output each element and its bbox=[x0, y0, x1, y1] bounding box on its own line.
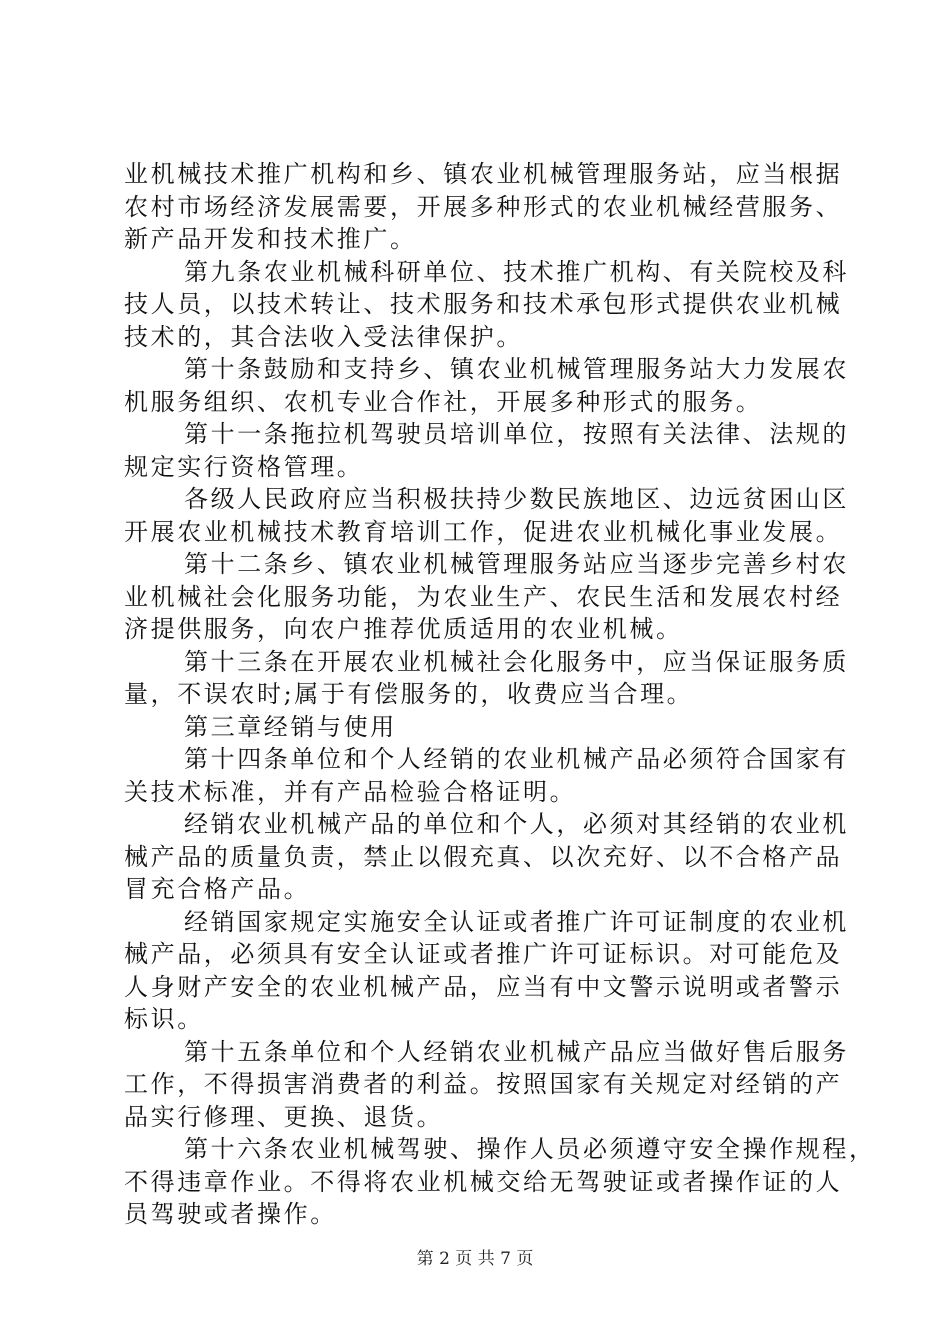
text-line: 关技术标准，并有产品检验合格证明。 bbox=[124, 777, 577, 806]
text-line: 新产品开发和技术推广。 bbox=[124, 225, 417, 253]
text-line: 第九条农业机械科研单位、技术推广机构、有关院校及科 bbox=[184, 257, 849, 286]
text-line: 冒充合格产品。 bbox=[124, 875, 311, 903]
text-line: 第十条鼓励和支持乡、镇农业机械管理服务站大力发展农 bbox=[184, 355, 849, 383]
text-line: 技术的，其合法收入受法律保护。 bbox=[124, 322, 523, 351]
text-line: 人身财产安全的农业机械产品，应当有中文警示说明或者警示 bbox=[124, 972, 843, 1001]
text-line: 经销农业机械产品的单位和个人，必须对其经销的农业机 bbox=[184, 810, 849, 838]
text-line: 开展农业机械技术教育培训工作，促进农业机械化事业发展。 bbox=[124, 517, 843, 546]
document-body bbox=[124, 158, 876, 1231]
text-line: 第十二条乡、镇农业机械管理服务站应当逐步完善乡村农 bbox=[184, 550, 849, 578]
text-line: 第十三条在开展农业机械社会化服务中，应当保证服务质 bbox=[184, 647, 849, 676]
text-line: 第三章经销与使用 bbox=[184, 712, 397, 741]
text-line: 第十一条拖拉机驾驶员培训单位，按照有关法律、法规的 bbox=[184, 420, 849, 448]
text-line: 技人员，以技术转让、技术服务和技术承包形式提供农业机械 bbox=[124, 290, 843, 318]
text-line: 规定实行资格管理。 bbox=[124, 452, 364, 481]
text-line: 业机械技术推广机构和乡、镇农业机械管理服务站，应当根据 bbox=[124, 160, 843, 188]
text-line: 标识。 bbox=[124, 1005, 204, 1033]
text-line: 机服务组织、农机专业合作社，开展多种形式的服务。 bbox=[124, 387, 763, 416]
text-line: 第十五条单位和个人经销农业机械产品应当做好售后服务 bbox=[184, 1037, 849, 1066]
text-line: 械产品，必须具有安全认证或者推广许可证标识。对可能危及 bbox=[124, 940, 843, 968]
text-line: 各级人民政府应当积极扶持少数民族地区、边远贫困山区 bbox=[184, 485, 849, 513]
page-footer: 第 2 页 共 7 页 bbox=[416, 1249, 534, 1269]
text-line: 农村市场经济发展需要，开展多种形式的农业机械经营服务、 bbox=[124, 192, 843, 221]
text-line: 工作，不得损害消费者的利益。按照国家有关规定对经销的产 bbox=[124, 1070, 843, 1098]
text-line: 不得违章作业。不得将农业机械交给无驾驶证或者操作证的人 bbox=[124, 1167, 843, 1196]
text-line: 品实行修理、更换、退货。 bbox=[124, 1102, 444, 1131]
text-line: 第十六条农业机械驾驶、操作人员必须遵守安全操作规程， bbox=[184, 1135, 876, 1163]
text-line: 员驾驶或者操作。 bbox=[124, 1200, 337, 1228]
text-line: 济提供服务，向农户推荐优质适用的农业机械。 bbox=[124, 615, 683, 643]
text-line: 经销国家规定实施安全认证或者推广许可证制度的农业机 bbox=[184, 907, 849, 936]
text-line: 械产品的质量负责，禁止以假充真、以次充好、以不合格产品 bbox=[124, 842, 843, 871]
text-line: 第十四条单位和个人经销的农业机械产品必须符合国家有 bbox=[184, 745, 849, 773]
text-line: 业机械社会化服务功能，为农业生产、农民生活和发展农村经 bbox=[124, 582, 843, 611]
text-line: 量，不误农时;属于有偿服务的，收费应当合理。 bbox=[124, 680, 694, 708]
